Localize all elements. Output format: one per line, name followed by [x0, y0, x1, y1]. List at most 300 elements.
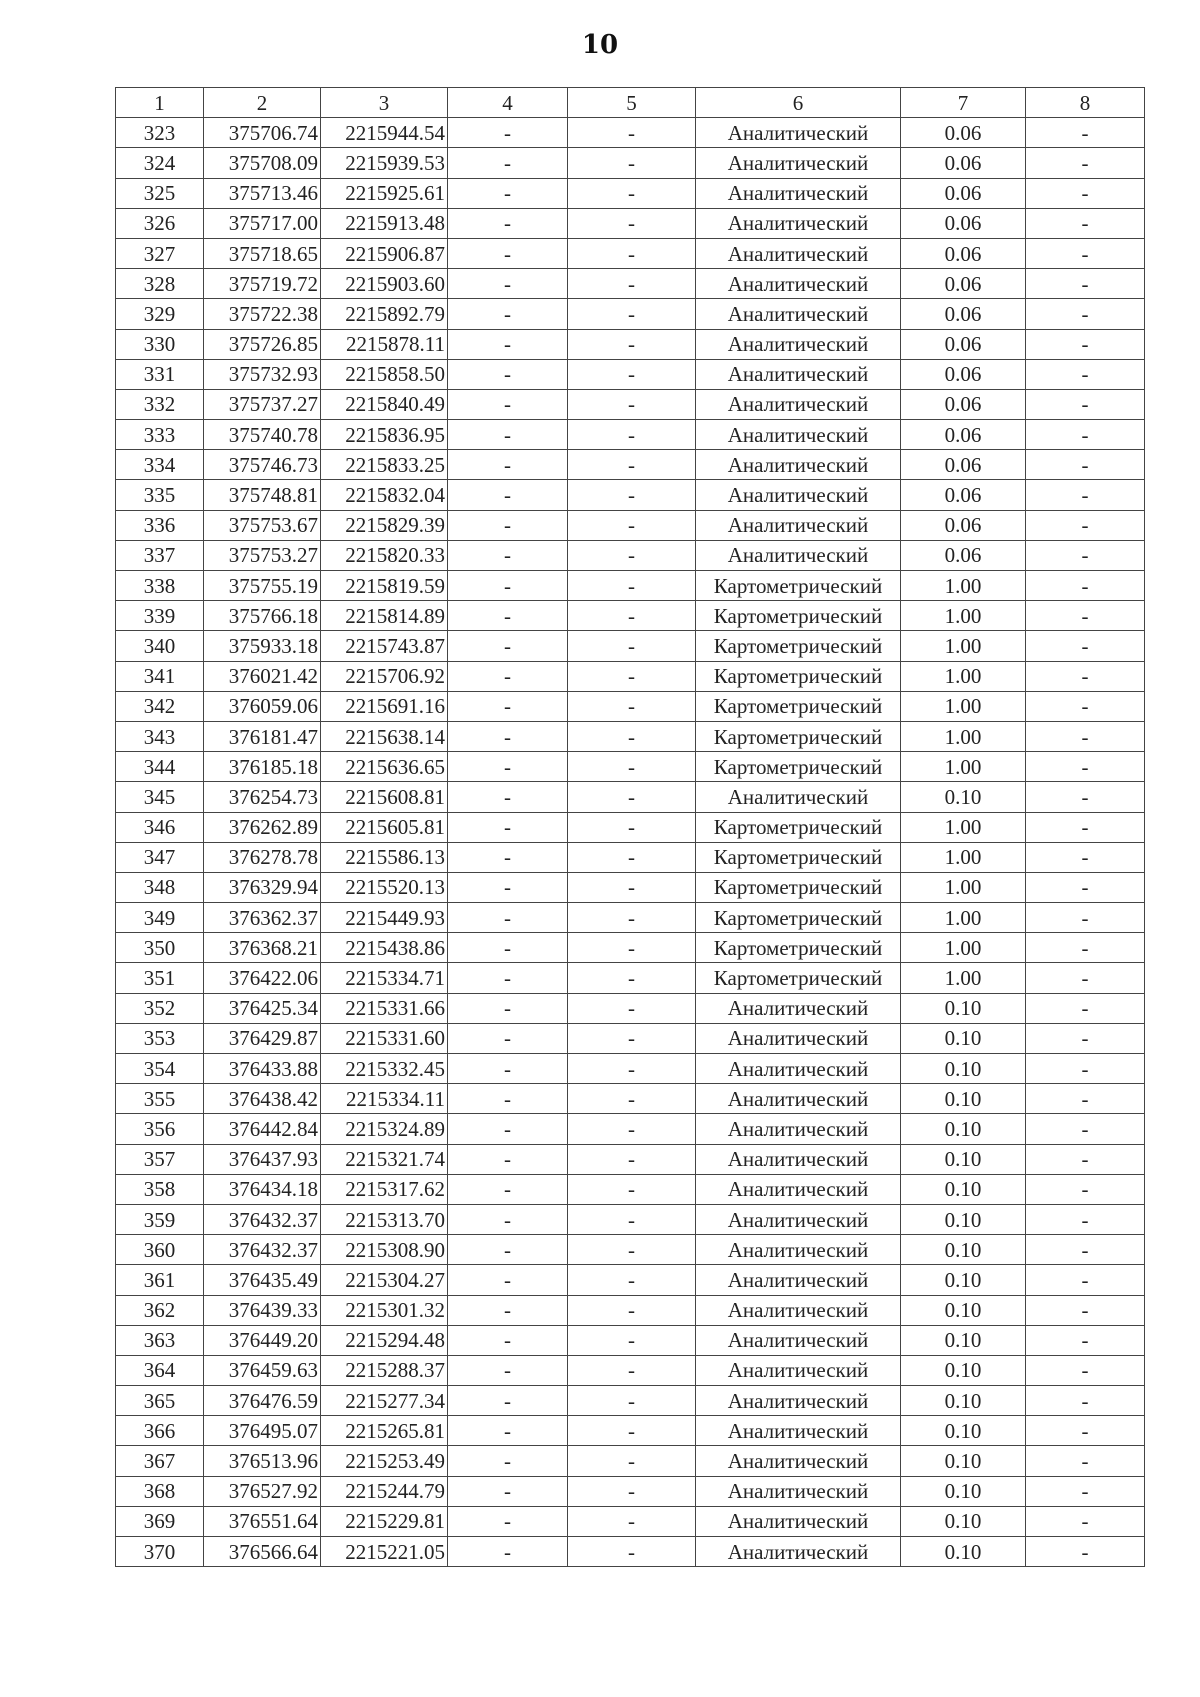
- x-coordinate-cell: 375753.67: [204, 510, 321, 540]
- y-coordinate-cell: 2215691.16: [321, 691, 448, 721]
- col-8-value-cell: -: [1026, 1204, 1145, 1234]
- accuracy-cell: 0.06: [901, 238, 1026, 268]
- col-4-value-cell: -: [448, 1174, 568, 1204]
- col-4-value-cell: -: [448, 963, 568, 993]
- col-8-value-cell: -: [1026, 208, 1145, 238]
- column-header-4: 4: [448, 88, 568, 118]
- table-row: [116, 661, 1145, 691]
- method-cell: Аналитический: [696, 1023, 901, 1053]
- col-4-value-cell: -: [448, 208, 568, 238]
- table-row: [116, 1235, 1145, 1265]
- method-cell: Аналитический: [696, 1386, 901, 1416]
- table-row: [116, 1416, 1145, 1446]
- y-coordinate-cell: 2215438.86: [321, 933, 448, 963]
- accuracy-cell: 0.10: [901, 782, 1026, 812]
- method-cell: Картометрический: [696, 601, 901, 631]
- col-8-value-cell: -: [1026, 1023, 1145, 1053]
- column-header-8: 8: [1026, 88, 1145, 118]
- y-coordinate-cell: 2215605.81: [321, 812, 448, 842]
- point-number-cell: 362: [116, 1295, 204, 1325]
- method-cell: Аналитический: [696, 269, 901, 299]
- col-4-value-cell: -: [448, 420, 568, 450]
- y-coordinate-cell: 2215324.89: [321, 1114, 448, 1144]
- col-8-value-cell: -: [1026, 691, 1145, 721]
- table-row: [116, 963, 1145, 993]
- accuracy-cell: 0.10: [901, 1386, 1026, 1416]
- accuracy-cell: 0.06: [901, 480, 1026, 510]
- col-8-value-cell: -: [1026, 752, 1145, 782]
- col-8-value-cell: -: [1026, 299, 1145, 329]
- y-coordinate-cell: 2215313.70: [321, 1204, 448, 1234]
- x-coordinate-cell: 375737.27: [204, 389, 321, 419]
- x-coordinate-cell: 376433.88: [204, 1054, 321, 1084]
- method-cell: Картометрический: [696, 721, 901, 751]
- table-row: [116, 691, 1145, 721]
- x-coordinate-cell: 375753.27: [204, 540, 321, 570]
- col-4-value-cell: -: [448, 1023, 568, 1053]
- point-number-cell: 349: [116, 903, 204, 933]
- col-8-value-cell: -: [1026, 118, 1145, 148]
- x-coordinate-cell: 376429.87: [204, 1023, 321, 1053]
- y-coordinate-cell: 2215265.81: [321, 1416, 448, 1446]
- method-cell: Аналитический: [696, 1506, 901, 1536]
- col-5-value-cell: -: [568, 299, 696, 329]
- accuracy-cell: 0.10: [901, 1325, 1026, 1355]
- method-cell: Аналитический: [696, 1295, 901, 1325]
- accuracy-cell: 0.06: [901, 420, 1026, 450]
- point-number-cell: 341: [116, 661, 204, 691]
- accuracy-cell: 1.00: [901, 661, 1026, 691]
- x-coordinate-cell: 376185.18: [204, 752, 321, 782]
- col-4-value-cell: -: [448, 1295, 568, 1325]
- point-number-cell: 358: [116, 1174, 204, 1204]
- accuracy-cell: 0.10: [901, 1265, 1026, 1295]
- accuracy-cell: 0.06: [901, 510, 1026, 540]
- col-5-value-cell: -: [568, 752, 696, 782]
- accuracy-cell: 0.10: [901, 1144, 1026, 1174]
- y-coordinate-cell: 2215836.95: [321, 420, 448, 450]
- table-row: [116, 359, 1145, 389]
- col-8-value-cell: -: [1026, 782, 1145, 812]
- x-coordinate-cell: 376566.64: [204, 1537, 321, 1567]
- point-number-cell: 350: [116, 933, 204, 963]
- y-coordinate-cell: 2215229.81: [321, 1506, 448, 1536]
- point-number-cell: 337: [116, 540, 204, 570]
- accuracy-cell: 0.10: [901, 1204, 1026, 1234]
- method-cell: Аналитический: [696, 1084, 901, 1114]
- method-cell: Аналитический: [696, 329, 901, 359]
- table-row: [116, 420, 1145, 450]
- point-number-cell: 363: [116, 1325, 204, 1355]
- x-coordinate-cell: 376435.49: [204, 1265, 321, 1295]
- y-coordinate-cell: 2215939.53: [321, 148, 448, 178]
- table-row: [116, 148, 1145, 178]
- column-header-5: 5: [568, 88, 696, 118]
- col-4-value-cell: -: [448, 178, 568, 208]
- y-coordinate-cell: 2215833.25: [321, 450, 448, 480]
- method-cell: Аналитический: [696, 1325, 901, 1355]
- col-8-value-cell: -: [1026, 963, 1145, 993]
- col-5-value-cell: -: [568, 450, 696, 480]
- method-cell: Аналитический: [696, 359, 901, 389]
- table-row: [116, 1084, 1145, 1114]
- method-cell: Картометрический: [696, 872, 901, 902]
- method-cell: Аналитический: [696, 389, 901, 419]
- accuracy-cell: 1.00: [901, 601, 1026, 631]
- x-coordinate-cell: 375722.38: [204, 299, 321, 329]
- point-number-cell: 369: [116, 1506, 204, 1536]
- point-number-cell: 352: [116, 993, 204, 1023]
- col-8-value-cell: -: [1026, 148, 1145, 178]
- table-row: [116, 269, 1145, 299]
- table-row: [116, 903, 1145, 933]
- accuracy-cell: 0.06: [901, 389, 1026, 419]
- col-5-value-cell: -: [568, 842, 696, 872]
- col-4-value-cell: -: [448, 1204, 568, 1234]
- col-5-value-cell: -: [568, 1295, 696, 1325]
- method-cell: Аналитический: [696, 178, 901, 208]
- col-4-value-cell: -: [448, 389, 568, 419]
- point-number-cell: 355: [116, 1084, 204, 1114]
- col-5-value-cell: -: [568, 1446, 696, 1476]
- point-number-cell: 353: [116, 1023, 204, 1053]
- col-5-value-cell: -: [568, 601, 696, 631]
- column-header-3: 3: [321, 88, 448, 118]
- col-8-value-cell: -: [1026, 1537, 1145, 1567]
- table-row: [116, 1386, 1145, 1416]
- point-number-cell: 323: [116, 118, 204, 148]
- col-5-value-cell: -: [568, 1416, 696, 1446]
- table-body: [116, 118, 1145, 1567]
- x-coordinate-cell: 376425.34: [204, 993, 321, 1023]
- col-4-value-cell: -: [448, 1114, 568, 1144]
- col-4-value-cell: -: [448, 1476, 568, 1506]
- col-4-value-cell: -: [448, 329, 568, 359]
- col-5-value-cell: -: [568, 1235, 696, 1265]
- col-8-value-cell: -: [1026, 1054, 1145, 1084]
- point-number-cell: 368: [116, 1476, 204, 1506]
- table-row: [116, 118, 1145, 148]
- accuracy-cell: 0.10: [901, 1416, 1026, 1446]
- x-coordinate-cell: 375732.93: [204, 359, 321, 389]
- column-header-2: 2: [204, 88, 321, 118]
- col-8-value-cell: -: [1026, 1144, 1145, 1174]
- y-coordinate-cell: 2215449.93: [321, 903, 448, 933]
- col-4-value-cell: -: [448, 1235, 568, 1265]
- col-4-value-cell: -: [448, 1054, 568, 1084]
- col-4-value-cell: -: [448, 1325, 568, 1355]
- col-4-value-cell: -: [448, 842, 568, 872]
- y-coordinate-cell: 2215819.59: [321, 571, 448, 601]
- accuracy-cell: 0.06: [901, 359, 1026, 389]
- x-coordinate-cell: 375933.18: [204, 631, 321, 661]
- col-8-value-cell: -: [1026, 933, 1145, 963]
- x-coordinate-cell: 375719.72: [204, 269, 321, 299]
- point-number-cell: 334: [116, 450, 204, 480]
- col-4-value-cell: -: [448, 1416, 568, 1446]
- x-coordinate-cell: 376437.93: [204, 1144, 321, 1174]
- table-row: [116, 601, 1145, 631]
- col-5-value-cell: -: [568, 1265, 696, 1295]
- method-cell: Картометрический: [696, 631, 901, 661]
- col-4-value-cell: -: [448, 1355, 568, 1385]
- method-cell: Аналитический: [696, 1446, 901, 1476]
- accuracy-cell: 0.10: [901, 1355, 1026, 1385]
- col-4-value-cell: -: [448, 752, 568, 782]
- col-8-value-cell: -: [1026, 510, 1145, 540]
- x-coordinate-cell: 376181.47: [204, 721, 321, 751]
- table-row: [116, 450, 1145, 480]
- col-8-value-cell: -: [1026, 1325, 1145, 1355]
- method-cell: Картометрический: [696, 903, 901, 933]
- y-coordinate-cell: 2215334.11: [321, 1084, 448, 1114]
- col-4-value-cell: -: [448, 1506, 568, 1536]
- method-cell: Картометрический: [696, 963, 901, 993]
- col-5-value-cell: -: [568, 1355, 696, 1385]
- col-5-value-cell: -: [568, 329, 696, 359]
- accuracy-cell: 0.06: [901, 299, 1026, 329]
- y-coordinate-cell: 2215608.81: [321, 782, 448, 812]
- y-coordinate-cell: 2215906.87: [321, 238, 448, 268]
- method-cell: Аналитический: [696, 148, 901, 178]
- table-row: [116, 1295, 1145, 1325]
- col-5-value-cell: -: [568, 1084, 696, 1114]
- table-row: [116, 238, 1145, 268]
- y-coordinate-cell: 2215814.89: [321, 601, 448, 631]
- method-cell: Аналитический: [696, 238, 901, 268]
- method-cell: Аналитический: [696, 1114, 901, 1144]
- col-4-value-cell: -: [448, 933, 568, 963]
- y-coordinate-cell: 2215743.87: [321, 631, 448, 661]
- point-number-cell: 333: [116, 420, 204, 450]
- method-cell: Аналитический: [696, 782, 901, 812]
- method-cell: Картометрический: [696, 571, 901, 601]
- accuracy-cell: 1.00: [901, 963, 1026, 993]
- accuracy-cell: 0.10: [901, 1023, 1026, 1053]
- col-5-value-cell: -: [568, 148, 696, 178]
- accuracy-cell: 1.00: [901, 752, 1026, 782]
- point-number-cell: 343: [116, 721, 204, 751]
- col-8-value-cell: -: [1026, 842, 1145, 872]
- point-number-cell: 365: [116, 1386, 204, 1416]
- y-coordinate-cell: 2215331.66: [321, 993, 448, 1023]
- point-number-cell: 332: [116, 389, 204, 419]
- col-8-value-cell: -: [1026, 1084, 1145, 1114]
- y-coordinate-cell: 2215321.74: [321, 1144, 448, 1174]
- col-8-value-cell: -: [1026, 329, 1145, 359]
- table-row: [116, 1355, 1145, 1385]
- point-number-cell: 360: [116, 1235, 204, 1265]
- col-5-value-cell: -: [568, 812, 696, 842]
- x-coordinate-cell: 375740.78: [204, 420, 321, 450]
- accuracy-cell: 0.06: [901, 178, 1026, 208]
- y-coordinate-cell: 2215944.54: [321, 118, 448, 148]
- method-cell: Аналитический: [696, 1235, 901, 1265]
- y-coordinate-cell: 2215903.60: [321, 269, 448, 299]
- table-row: [116, 631, 1145, 661]
- point-number-cell: 370: [116, 1537, 204, 1567]
- col-4-value-cell: -: [448, 540, 568, 570]
- accuracy-cell: 1.00: [901, 721, 1026, 751]
- point-number-cell: 339: [116, 601, 204, 631]
- col-8-value-cell: -: [1026, 178, 1145, 208]
- y-coordinate-cell: 2215221.05: [321, 1537, 448, 1567]
- point-number-cell: 338: [116, 571, 204, 601]
- x-coordinate-cell: 376513.96: [204, 1446, 321, 1476]
- col-8-value-cell: -: [1026, 993, 1145, 1023]
- y-coordinate-cell: 2215294.48: [321, 1325, 448, 1355]
- x-coordinate-cell: 376362.37: [204, 903, 321, 933]
- y-coordinate-cell: 2215832.04: [321, 480, 448, 510]
- y-coordinate-cell: 2215636.65: [321, 752, 448, 782]
- col-4-value-cell: -: [448, 812, 568, 842]
- col-5-value-cell: -: [568, 1476, 696, 1506]
- method-cell: Картометрический: [696, 752, 901, 782]
- col-5-value-cell: -: [568, 238, 696, 268]
- column-header-6: 6: [696, 88, 901, 118]
- y-coordinate-cell: 2215277.34: [321, 1386, 448, 1416]
- method-cell: Аналитический: [696, 208, 901, 238]
- y-coordinate-cell: 2215301.32: [321, 1295, 448, 1325]
- accuracy-cell: 0.10: [901, 1084, 1026, 1114]
- y-coordinate-cell: 2215638.14: [321, 721, 448, 751]
- col-4-value-cell: -: [448, 1144, 568, 1174]
- method-cell: Аналитический: [696, 420, 901, 450]
- method-cell: Аналитический: [696, 480, 901, 510]
- x-coordinate-cell: 376432.37: [204, 1235, 321, 1265]
- y-coordinate-cell: 2215288.37: [321, 1355, 448, 1385]
- x-coordinate-cell: 376551.64: [204, 1506, 321, 1536]
- x-coordinate-cell: 376329.94: [204, 872, 321, 902]
- col-4-value-cell: -: [448, 480, 568, 510]
- table-row: [116, 299, 1145, 329]
- point-number-cell: 364: [116, 1355, 204, 1385]
- accuracy-cell: 0.10: [901, 1054, 1026, 1084]
- col-5-value-cell: -: [568, 480, 696, 510]
- table-row: [116, 1054, 1145, 1084]
- y-coordinate-cell: 2215244.79: [321, 1476, 448, 1506]
- col-5-value-cell: -: [568, 963, 696, 993]
- point-number-cell: 357: [116, 1144, 204, 1174]
- col-5-value-cell: -: [568, 721, 696, 751]
- point-number-cell: 335: [116, 480, 204, 510]
- col-4-value-cell: -: [448, 450, 568, 480]
- x-coordinate-cell: 376438.42: [204, 1084, 321, 1114]
- col-8-value-cell: -: [1026, 389, 1145, 419]
- col-4-value-cell: -: [448, 269, 568, 299]
- table-row: [116, 571, 1145, 601]
- y-coordinate-cell: 2215829.39: [321, 510, 448, 540]
- col-8-value-cell: -: [1026, 1416, 1145, 1446]
- y-coordinate-cell: 2215331.60: [321, 1023, 448, 1053]
- table-row: [116, 480, 1145, 510]
- col-8-value-cell: -: [1026, 1355, 1145, 1385]
- col-5-value-cell: -: [568, 178, 696, 208]
- col-5-value-cell: -: [568, 1537, 696, 1567]
- y-coordinate-cell: 2215706.92: [321, 661, 448, 691]
- column-header-7: 7: [901, 88, 1026, 118]
- col-4-value-cell: -: [448, 993, 568, 1023]
- col-4-value-cell: -: [448, 510, 568, 540]
- col-5-value-cell: -: [568, 1386, 696, 1416]
- col-4-value-cell: -: [448, 299, 568, 329]
- col-4-value-cell: -: [448, 1265, 568, 1295]
- method-cell: Аналитический: [696, 1174, 901, 1204]
- x-coordinate-cell: 376262.89: [204, 812, 321, 842]
- col-8-value-cell: -: [1026, 601, 1145, 631]
- y-coordinate-cell: 2215253.49: [321, 1446, 448, 1476]
- accuracy-cell: 1.00: [901, 842, 1026, 872]
- accuracy-cell: 0.06: [901, 148, 1026, 178]
- col-8-value-cell: -: [1026, 238, 1145, 268]
- col-8-value-cell: -: [1026, 631, 1145, 661]
- col-4-value-cell: -: [448, 118, 568, 148]
- col-8-value-cell: -: [1026, 1265, 1145, 1295]
- x-coordinate-cell: 375726.85: [204, 329, 321, 359]
- y-coordinate-cell: 2215925.61: [321, 178, 448, 208]
- x-coordinate-cell: 376021.42: [204, 661, 321, 691]
- x-coordinate-cell: 376059.06: [204, 691, 321, 721]
- x-coordinate-cell: 375713.46: [204, 178, 321, 208]
- y-coordinate-cell: 2215334.71: [321, 963, 448, 993]
- col-5-value-cell: -: [568, 208, 696, 238]
- col-4-value-cell: -: [448, 1446, 568, 1476]
- col-8-value-cell: -: [1026, 450, 1145, 480]
- point-number-cell: 326: [116, 208, 204, 238]
- point-number-cell: 346: [116, 812, 204, 842]
- point-number-cell: 328: [116, 269, 204, 299]
- x-coordinate-cell: 376459.63: [204, 1355, 321, 1385]
- accuracy-cell: 0.10: [901, 1295, 1026, 1325]
- x-coordinate-cell: 376449.20: [204, 1325, 321, 1355]
- accuracy-cell: 0.06: [901, 269, 1026, 299]
- point-number-cell: 330: [116, 329, 204, 359]
- col-8-value-cell: -: [1026, 1295, 1145, 1325]
- col-5-value-cell: -: [568, 359, 696, 389]
- col-5-value-cell: -: [568, 1114, 696, 1144]
- accuracy-cell: 0.10: [901, 1114, 1026, 1144]
- x-coordinate-cell: 376278.78: [204, 842, 321, 872]
- accuracy-cell: 1.00: [901, 691, 1026, 721]
- col-4-value-cell: -: [448, 691, 568, 721]
- table-header-row: [116, 88, 1145, 118]
- coordinates-table: [115, 87, 1145, 1567]
- point-number-cell: 354: [116, 1054, 204, 1084]
- table-row: [116, 329, 1145, 359]
- col-8-value-cell: -: [1026, 1114, 1145, 1144]
- col-4-value-cell: -: [448, 148, 568, 178]
- x-coordinate-cell: 376527.92: [204, 1476, 321, 1506]
- table-row: [116, 208, 1145, 238]
- method-cell: Аналитический: [696, 1204, 901, 1234]
- accuracy-cell: 1.00: [901, 872, 1026, 902]
- y-coordinate-cell: 2215520.13: [321, 872, 448, 902]
- accuracy-cell: 0.06: [901, 329, 1026, 359]
- x-coordinate-cell: 375746.73: [204, 450, 321, 480]
- x-coordinate-cell: 375766.18: [204, 601, 321, 631]
- x-coordinate-cell: 375748.81: [204, 480, 321, 510]
- col-5-value-cell: -: [568, 903, 696, 933]
- col-8-value-cell: -: [1026, 1386, 1145, 1416]
- y-coordinate-cell: 2215317.62: [321, 1174, 448, 1204]
- accuracy-cell: 1.00: [901, 571, 1026, 601]
- col-4-value-cell: -: [448, 1537, 568, 1567]
- col-4-value-cell: -: [448, 721, 568, 751]
- col-4-value-cell: -: [448, 872, 568, 902]
- page-number: 10: [581, 30, 619, 60]
- point-number-cell: 342: [116, 691, 204, 721]
- y-coordinate-cell: 2215332.45: [321, 1054, 448, 1084]
